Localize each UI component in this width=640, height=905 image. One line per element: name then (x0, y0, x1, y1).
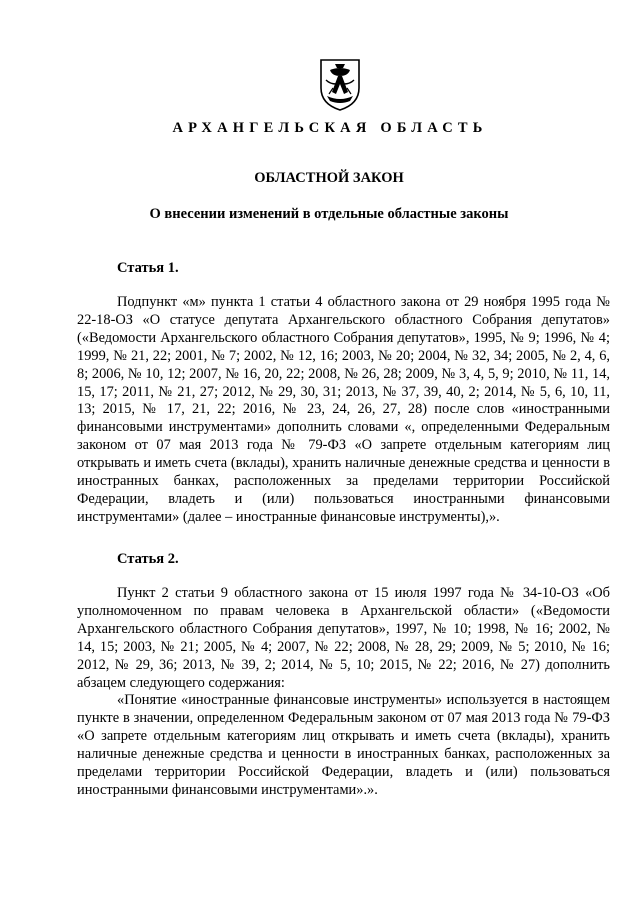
article-1-paragraph: Подпункт «м» пункта 1 статьи 4 областного закона от 29 ноября 1995 года № 22-18-ОЗ «О статусе депутата Архангельского областного Собрания депутатов» («Ведомости Архангельского областного Собрания депутатов», 1995, № 9; 1996, № 4; 1999, № 21, 22; 2001, № 7; 2002, № 12, 16; 2003, № 20; 2004, № 32, 34; 2005, № 2, 4, 6, 8; 2006, № 10, 12; 2007, № 16, 20, 22; 2008, № 26, 28; 2009, № 3, 4, 5, 9; 2010, № 11, 14, 15, 17; 2011, № 21, 27; 2012, № 29, 30, 31; 2013, № 37, 39, 40, 2; 2014, № 5, 6, 10, 11, 13; 2015, № 17, 21, 22; 2016, № 23, 24, 26, 27, 28) после слов «иностранными финансовыми инструментами» дополнить словами «, определенными Федеральным законом от 07 мая 2013 года № 79-ФЗ «О запрете отдельным категориям лиц открывать и иметь счета (вклады), хранить наличные денежные средства и ценности в иностранных банках, расположенных за пределами территории Российской Федерации, владеть и (или) пользоваться иностранными финансовыми инструментами» (далее – иностранные финансовые инструменты),». (77, 294, 610, 525)
coat-of-arms-icon (318, 58, 362, 112)
article-2-paragraph-1: Пункт 2 статьи 9 областного закона от 15 июля 1997 года № 34-10-ОЗ «Об уполномоченном по правам человека в Архангельской области» («Ведомости Архангельского областного Собрания депутатов», 1997, № 10; 1998, № 16; 2002, № 14, 15; 2003, № 21; 2005, № 4; 2007, № 22; 2008, № 28, 29; 2009, № 5; 2010, № 16; 2012, № 29, 36; 2013, № 39, 2; 2014, № 5, 10; 2015, № 22; 2016, № 27) дополнить абзацем следующего содержания: (77, 585, 610, 691)
article-2-paragraph-2: «Понятие «иностранные финансовые инструменты» используется в настоящем пункте в значении, определенном Федеральным законом от 07 мая 2013 года № 79-ФЗ «О запрете отдельным категориям лиц открывать и иметь счета (вклады), хранить наличные денежные средства и ценности в иностранных банках, расположенных за пределами территории Российской Федерации, владеть и (или) пользоваться иностранными финансовыми инструментами».». (77, 692, 610, 798)
document-title: О внесении изменений в отдельные областные законы (149, 206, 509, 222)
article-1-heading: Статья 1. (117, 260, 179, 276)
document-type: ОБЛАСТНОЙ ЗАКОН (254, 170, 404, 186)
region-name: АРХАНГЕЛЬСКАЯ ОБЛАСТЬ (172, 120, 488, 136)
article-2-heading: Статья 2. (117, 551, 179, 567)
